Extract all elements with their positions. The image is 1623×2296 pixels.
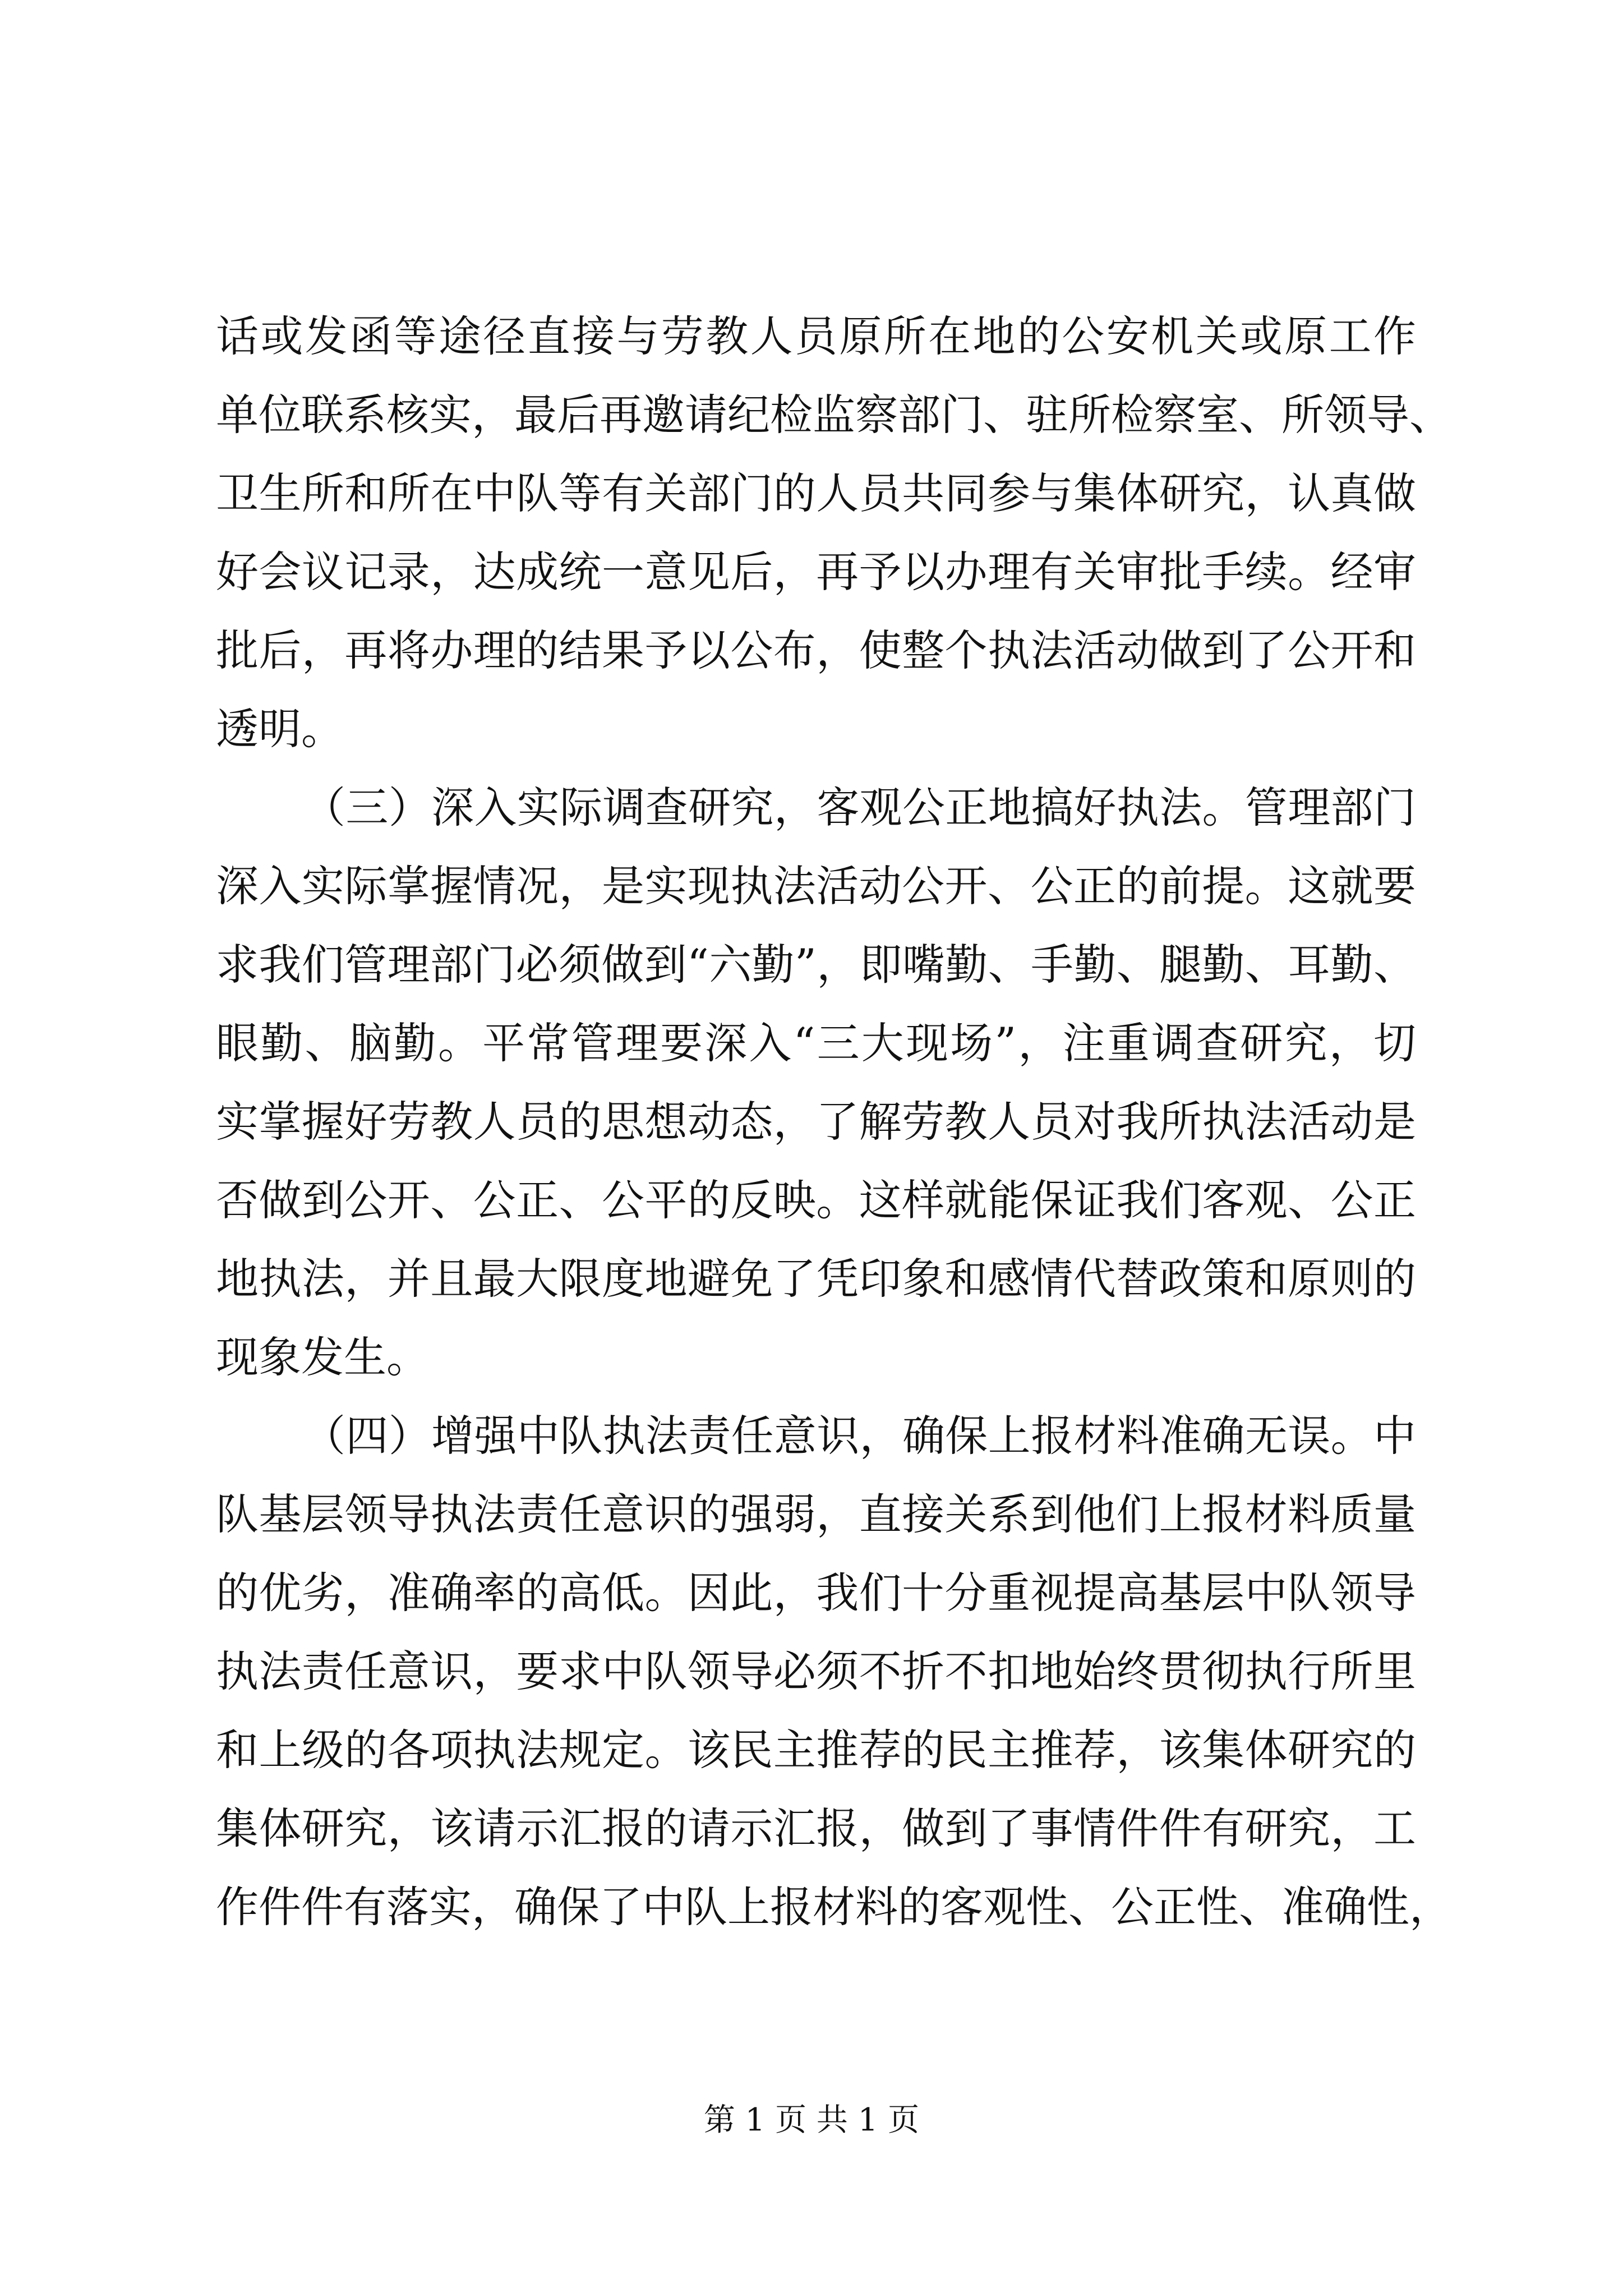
text-line: 单位联系核实，最后再邀请纪检监察部门、驻所检察室、所领导、 — [216, 390, 1452, 440]
text-line: 队基层领导执法责任意识的强弱，直接关系到他们上报材料质量 — [216, 1489, 1416, 1539]
section-heading-line: （三）深入实际调查研究，客观公正地搞好执法。管理部门 — [303, 783, 1416, 832]
section-heading-line: （四）增强中队执法责任意识，确保上报材料准确无误。中 — [303, 1411, 1416, 1461]
text-line: 实掌握好劳教人员的思想动态，了解劳教人员对我所执法活动是 — [216, 1097, 1416, 1147]
text-line: 卫生所和所在中队等有关部门的人员共同参与集体研究，认真做 — [216, 468, 1416, 518]
text-line: 地执法，并且最大限度地避免了凭印象和感情代替政策和原则的 — [216, 1254, 1416, 1304]
text-line: 执法责任意识，要求中队领导必须不折不扣地始终贯彻执行所里 — [216, 1646, 1416, 1696]
text-line: 现象发生。 — [216, 1332, 429, 1382]
text-line: 透明。 — [216, 704, 344, 754]
text-line: 否做到公开、公正、公平的反映。这样就能保证我们客观、公正 — [216, 1175, 1416, 1225]
text-line: 眼勤、脑勤。平常管理要深入“三大现场”，注重调查研究，切 — [216, 1018, 1416, 1068]
text-line: 和上级的各项执法规定。该民主推荐的民主推荐，该集体研究的 — [216, 1725, 1416, 1775]
text-line: 批后，再将办理的结果予以公布，使整个执法活动做到了公开和 — [216, 625, 1416, 675]
text-line: 好会议记录，达成统一意见后，再予以办理有关审批手续。经审 — [216, 547, 1416, 597]
text-line: 的优劣，准确率的高低。因此，我们十分重视提高基层中队领导 — [216, 1568, 1416, 1618]
text-line: 作件件有落实，确保了中队上报材料的客观性、公正性、准确性， — [216, 1882, 1452, 1932]
text-line: 求我们管理部门必须做到“六勤”，即嘴勤、手勤、腿勤、耳勤、 — [216, 940, 1416, 990]
text-line: 深入实际掌握情况，是实现执法活动公开、公正的前提。这就要 — [216, 861, 1416, 911]
text-line: 集体研究，该请示汇报的请示汇报，做到了事情件件有研究，工 — [216, 1803, 1416, 1853]
text-line: 话或发函等途径直接与劳教人员原所在地的公安机关或原工作 — [216, 311, 1416, 361]
page-number-footer: 第 1 页 共 1 页 — [703, 2102, 920, 2138]
